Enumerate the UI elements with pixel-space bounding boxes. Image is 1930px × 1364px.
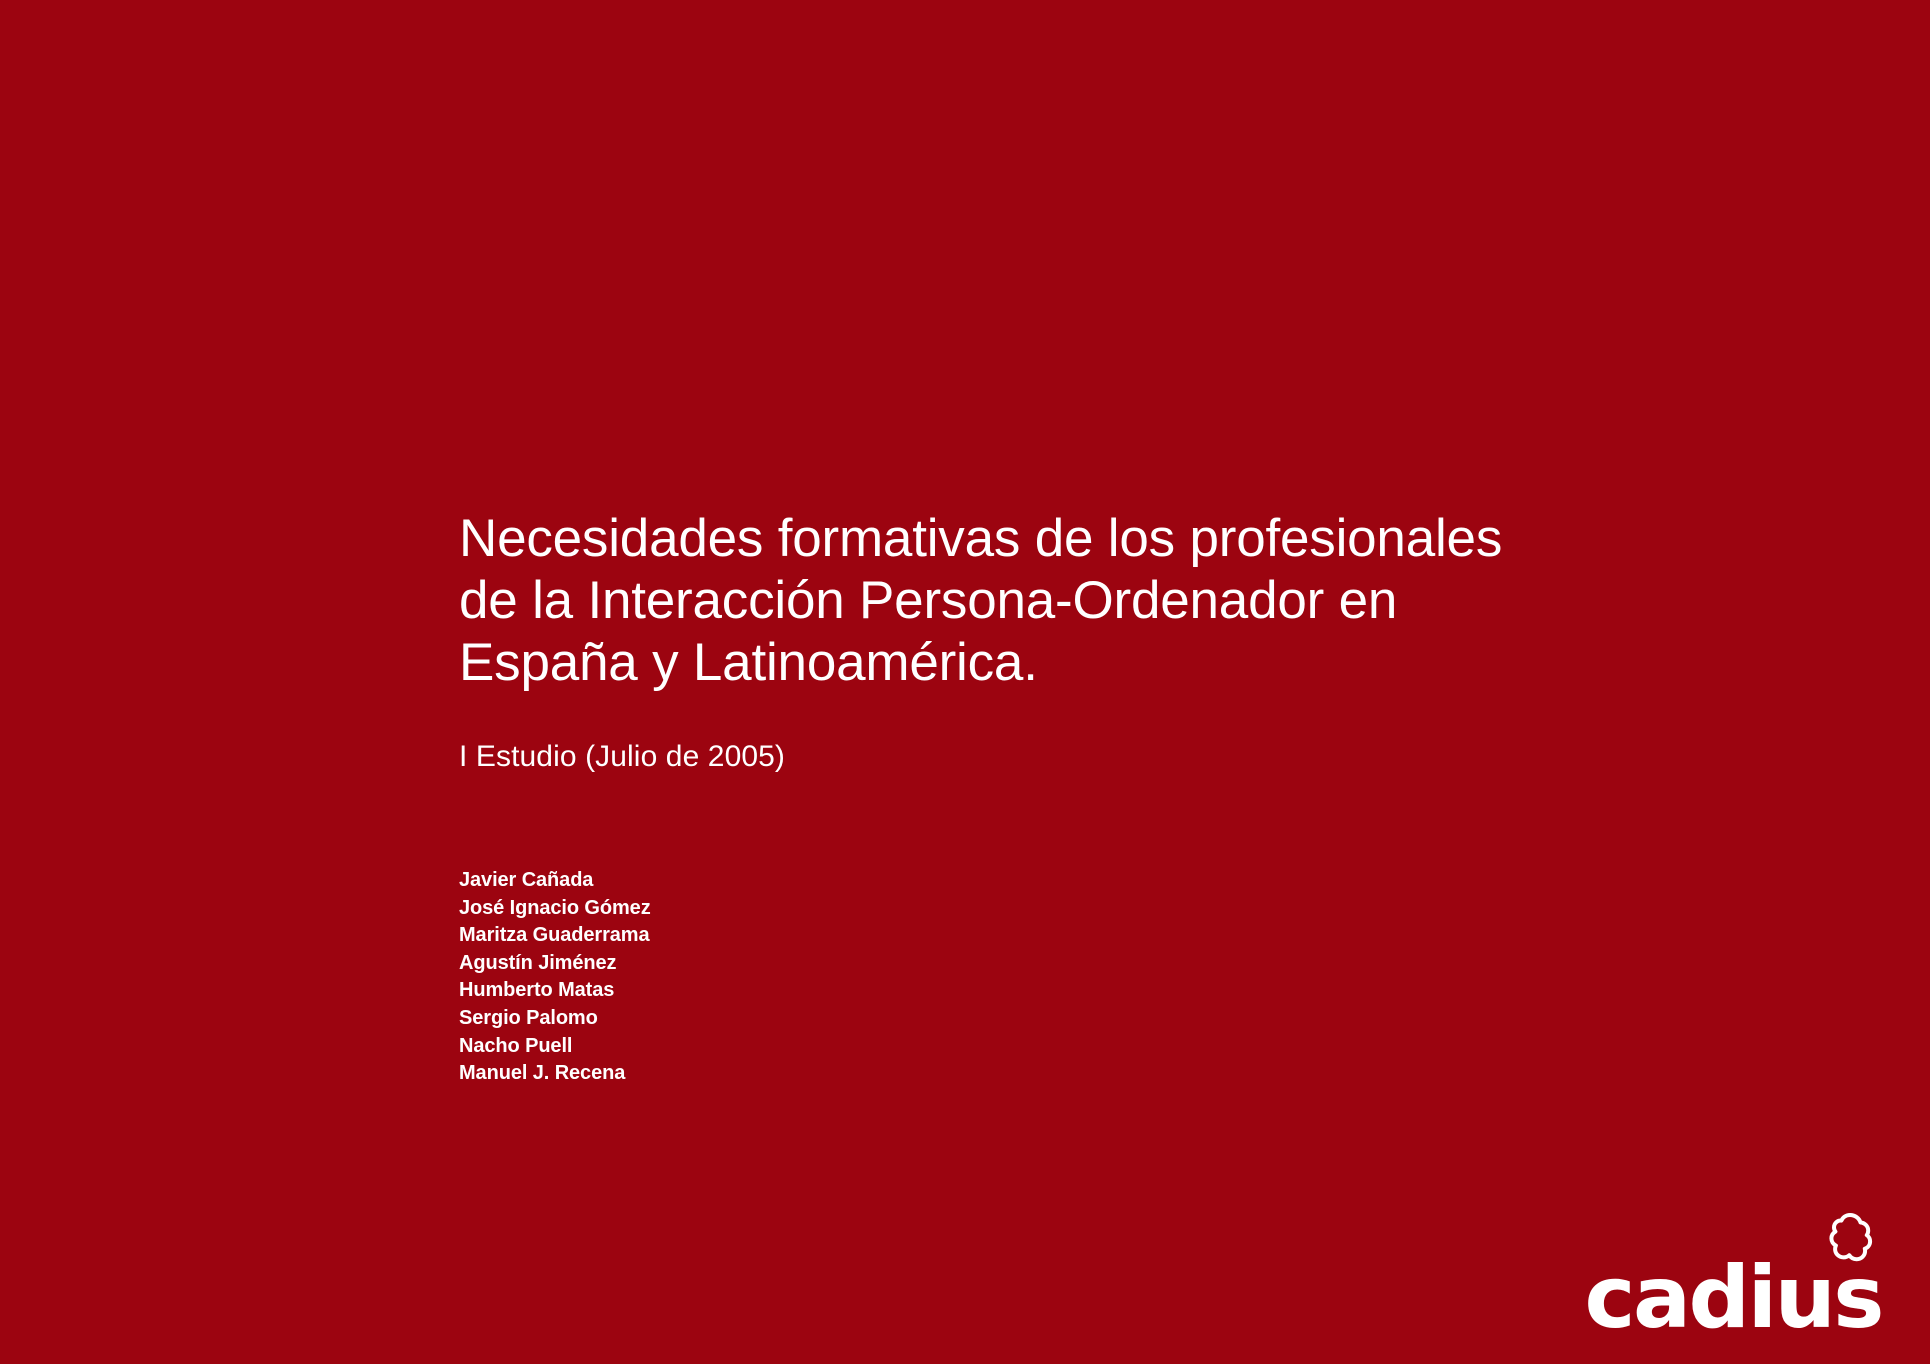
- list-item: Maritza Guaderrama: [459, 924, 650, 947]
- list-item: José Ignacio Gómez: [459, 896, 651, 919]
- list-item: Agustín Jiménez: [459, 951, 617, 974]
- logo-wordmark: cadius: [1584, 1248, 1882, 1349]
- title-block: [459, 508, 1559, 694]
- list-item: Nacho Puell: [459, 1034, 573, 1057]
- list-item: Javier Cañada: [459, 869, 594, 891]
- list-item: Humberto Matas: [459, 979, 615, 1002]
- cadius-logo: [1584, 1248, 1882, 1349]
- page-title: Necesidades formativas de los profesionales de la Interacción Persona-Ordenador en España y Latinoamérica.: [459, 509, 1503, 692]
- list-item: Sergio Palomo: [459, 1006, 598, 1029]
- cloud-icon: [1822, 1211, 1878, 1267]
- subtitle: I Estudio (Julio de 2005): [459, 740, 786, 773]
- author-list: [459, 867, 651, 1088]
- list-item: Manuel J. Recena: [459, 1062, 626, 1085]
